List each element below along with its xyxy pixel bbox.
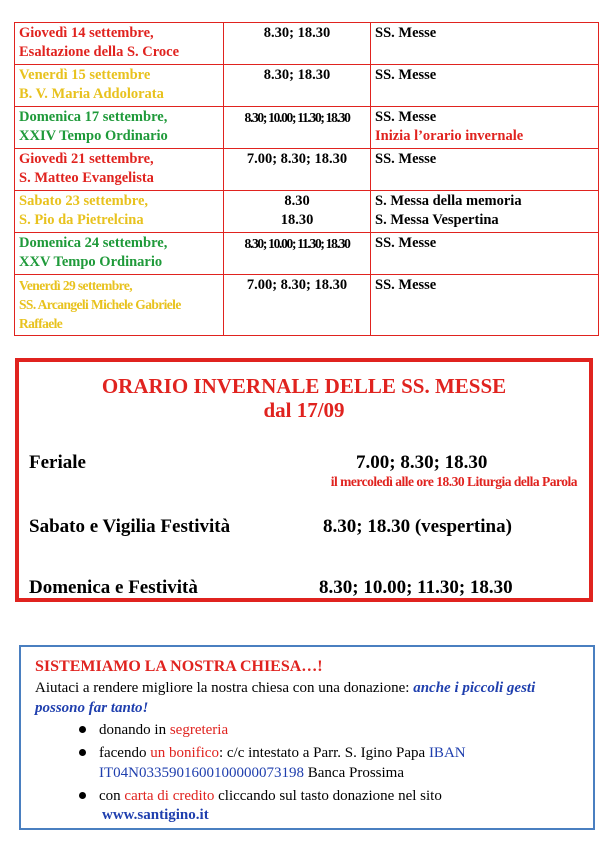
event-line: S. Messa Vespertina [375, 212, 499, 228]
bullet2-account: : c/c intestato a Parr. S. Igino Papa [218, 745, 429, 761]
bullet-icon [79, 726, 86, 733]
schedule-row [15, 191, 599, 233]
schedule-event-cell [371, 149, 599, 191]
bullet-icon [79, 749, 86, 756]
bullet2-highlight: un bonifico [150, 745, 219, 761]
schedule-times-cell [224, 191, 371, 233]
schedule-table [14, 22, 599, 336]
donation-box [19, 645, 595, 830]
day-line: S. Pio da Pietrelcina [19, 212, 144, 228]
schedule-times-cell [224, 233, 371, 275]
schedule-event-cell [371, 233, 599, 275]
schedule-day-cell [15, 107, 224, 149]
feriale-times: 7.00; 8.30; 18.30 [356, 452, 488, 473]
time-line: 8.30; 18.30 [263, 25, 331, 41]
schedule-event-cell [371, 275, 599, 336]
donation-intro-text: Aiutaci a rendere migliore la nostra chiesa con una donazione: [35, 680, 414, 696]
day-line: Giovedì 21 settembre, [19, 151, 154, 167]
domenica-label: Domenica e Festività [29, 577, 198, 598]
day-line: Venerdì 15 settembre [19, 67, 151, 83]
event-line: Inizia l’orario invernale [375, 128, 524, 144]
schedule-times-cell [224, 149, 371, 191]
schedule-day-cell [15, 65, 224, 107]
event-line: S. Messa della memoria [375, 193, 522, 209]
time-line: 8.30 [284, 193, 310, 209]
event-line: SS. Messe [375, 151, 437, 167]
schedule-row [15, 149, 599, 191]
schedule-event-cell [371, 107, 599, 149]
schedule-event-cell [371, 65, 599, 107]
sabato-times: 8.30; 18.30 (vespertina) [323, 516, 512, 537]
event-line: SS. Messe [375, 277, 437, 293]
day-line: S. Matteo Evangelista [19, 170, 154, 186]
schedule-row [15, 107, 599, 149]
feriale-note: il mercoledì alle ore 18.30 Liturgia della Parola [330, 474, 577, 489]
time-line: 7.00; 8.30; 18.30 [246, 151, 348, 167]
day-line: B. V. Maria Addolorata [19, 86, 164, 102]
bullet3-rest: cliccando sul tasto donazione nel sito [214, 788, 442, 804]
day-line: Raffaele [19, 316, 63, 331]
schedule-event-cell [371, 191, 599, 233]
schedule-times-cell [224, 275, 371, 336]
winter-schedule-box [15, 358, 593, 602]
donation-method-bonifico [77, 743, 582, 783]
schedule-times-cell [224, 65, 371, 107]
schedule-row [15, 275, 599, 336]
day-line: Domenica 17 settembre, [19, 109, 168, 125]
day-line: SS. Arcangeli Michele Gabriele [19, 297, 181, 312]
schedule-times-cell [224, 23, 371, 65]
day-line: XXIV Tempo Ordinario [19, 128, 168, 144]
sabato-label: Sabato e Vigilia Festività [29, 516, 231, 537]
schedule-day-cell [15, 191, 224, 233]
bullet2-bank: Banca Prossima [304, 765, 404, 781]
domenica-times: 8.30; 10.00; 11.30; 18.30 [319, 577, 513, 598]
schedule-day-cell [15, 149, 224, 191]
schedule-row [15, 233, 599, 275]
donation-title: SISTEMIAMO LA NOSTRA CHIESA…! [35, 658, 323, 675]
schedule-day-cell [15, 275, 224, 336]
schedule-body [15, 23, 599, 336]
day-line: Sabato 23 settembre, [19, 193, 149, 209]
bullet3-highlight: carta di credito [124, 788, 215, 804]
event-line: SS. Messe [375, 235, 437, 251]
donation-intro-emphasis: anche i piccoli gesti possono far tanto! [35, 680, 536, 716]
schedule-row [15, 23, 599, 65]
schedule-event-cell [371, 23, 599, 65]
event-line: SS. Messe [375, 25, 437, 41]
time-line: 8.30; 10.00; 11.30; 18.30 [244, 236, 350, 251]
time-line: 7.00; 8.30; 18.30 [246, 277, 348, 293]
time-line: 18.30 [280, 212, 314, 228]
event-line: SS. Messe [375, 109, 437, 125]
bullet2-text: facendo [99, 745, 151, 761]
winter-title-line2: dal 17/09 [263, 398, 345, 422]
bullet-icon [79, 792, 86, 799]
winter-title-line1: ORARIO INVERNALE DELLE SS. MESSE [101, 374, 507, 398]
bullet3-text: con [99, 788, 125, 804]
donation-method-segreteria [77, 720, 582, 740]
donation-method-carta [77, 786, 582, 806]
donation-methods-list [77, 720, 582, 809]
website-link[interactable]: www.santigino.it [102, 807, 209, 823]
day-line: Esaltazione della S. Croce [19, 44, 180, 60]
bullet2-iban: IBAN IT04N0335901600100000073198 [99, 745, 466, 781]
bullet1-text: donando in [99, 722, 170, 738]
day-line: Venerdì 29 settembre, [19, 278, 133, 293]
day-line: XXV Tempo Ordinario [19, 254, 163, 270]
time-line: 8.30; 10.00; 11.30; 18.30 [244, 110, 350, 125]
schedule-day-cell [15, 233, 224, 275]
schedule-day-cell [15, 23, 224, 65]
feriale-label: Feriale [29, 452, 86, 473]
day-line: Domenica 24 settembre, [19, 235, 168, 251]
schedule-times-cell [224, 107, 371, 149]
winter-title [19, 374, 589, 422]
time-line: 8.30; 18.30 [263, 67, 331, 83]
schedule-row [15, 65, 599, 107]
event-line: SS. Messe [375, 67, 437, 83]
donation-intro [35, 678, 587, 718]
bullet1-highlight: segreteria [169, 722, 229, 738]
day-line: Giovedì 14 settembre, [19, 25, 154, 41]
